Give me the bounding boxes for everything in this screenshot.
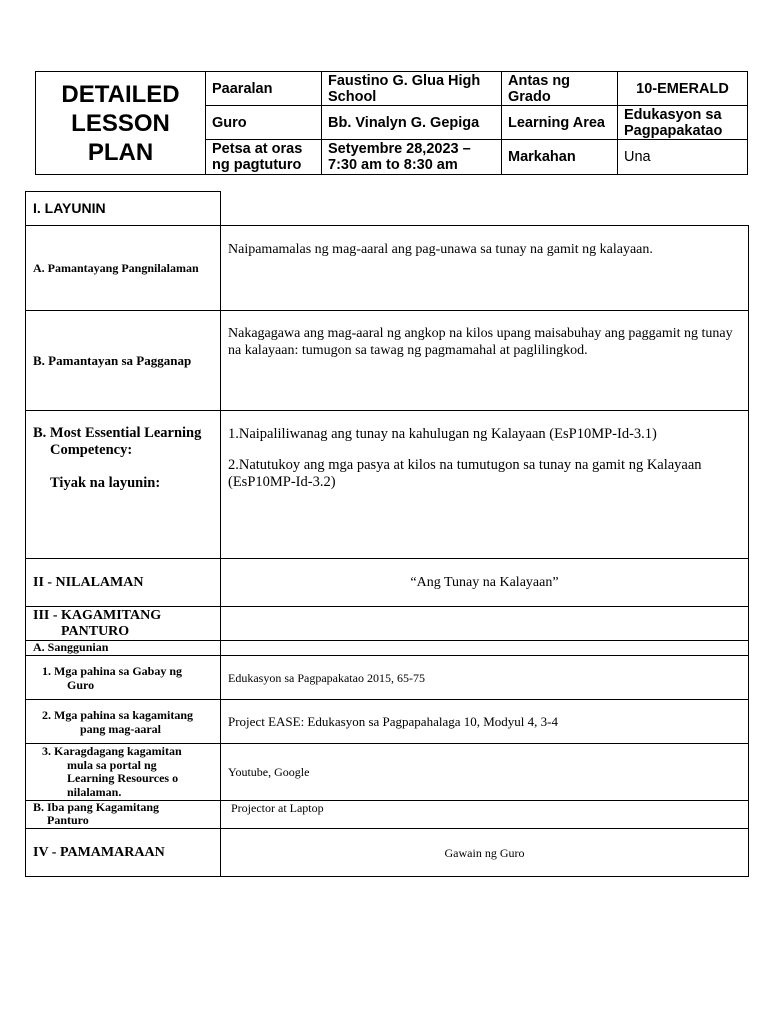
label-melc-line2: Competency:: [50, 442, 133, 458]
empty-cell: [221, 607, 749, 641]
header-value-learning-area: Edukasyon sa Pagpapakatao: [618, 106, 748, 140]
header-label-grade: Antas ng Grado: [502, 72, 618, 106]
karagdagang-label-line4: nilalaman.: [67, 784, 122, 799]
section-heading-pamamaraan: IV - PAMAMARAAN: [26, 829, 221, 877]
text-pamantayan-sa-pagganap: Nakagagawa ang mag-aaral ng angkop na kilos upang maisabuhay ang paggamit ng tunay na kalayaan: tumugon sa tawag ng pagmamahal at paglilingkod.: [221, 311, 749, 411]
objective-1: 1.Naipaliliwanag ang tunay na kahulugan ng Kalayaan (EsP10MP-Id-3.1): [228, 426, 657, 442]
karagdagang-label-line2: mula sa portal ng: [67, 757, 157, 772]
label-melc-line1: B. Most Essential Learning: [33, 425, 202, 441]
lesson-plan-header: [35, 71, 748, 175]
gabay-label-line2: Guro: [67, 677, 95, 692]
header-value-teacher: Bb. Vinalyn G. Gepiga: [322, 106, 502, 140]
kagamitang-label-line2: pang mag-aaral: [80, 721, 161, 736]
text-pamantayang-pangnilalaman: Naipamamalas ng mag-aaral ang pag-unawa sa tunay na gamit ng kalayaan.: [221, 226, 749, 311]
value-gabay-ng-guro: Edukasyon sa Pagpapakatao 2015, 65-75: [221, 656, 749, 700]
label-gabay-ng-guro: [26, 656, 221, 700]
section-heading-kagamitan: [26, 607, 221, 641]
iba-label-line1: B. Iba pang Kagamitang: [33, 800, 160, 814]
iba-label-line2: Panturo: [47, 813, 89, 827]
header-value-school: Faustino G. Glua High School: [322, 72, 502, 106]
label-tiyak-na-layunin: Tiyak na layunin:: [50, 475, 161, 491]
value-iba-pang-kagamitan: Projector at Laptop: [221, 801, 749, 829]
melc-objectives: [221, 411, 749, 559]
empty-cell: [221, 192, 749, 226]
empty-cell: [221, 641, 749, 656]
document-title: DETAILED LESSON PLAN: [36, 72, 206, 175]
header-label-quarter: Markahan: [502, 140, 618, 175]
header-value-date: Setyembre 28,2023 – 7:30 am to 8:30 am: [322, 140, 502, 175]
text-nilalaman: “Ang Tunay na Kalayaan”: [221, 559, 749, 607]
gabay-label-line1: 1. Mga pahina sa Gabay ng: [42, 663, 183, 678]
label-pamantayan-sa-pagganap: B. Pamantayan sa Pagganap: [26, 311, 221, 411]
lesson-plan-body: [25, 191, 749, 877]
header-value-quarter: Una: [618, 140, 748, 175]
karagdagang-label-line1: 3. Karagdagang kagamitan: [42, 744, 182, 758]
kagamitang-label-line1: 2. Mga pahina sa kagamitang: [42, 707, 194, 722]
header-label-school: Paaralan: [206, 72, 322, 106]
label-melc: [26, 411, 221, 559]
value-kagamitang-mag-aaral: Project EASE: Edukasyon sa Pagpapahalaga 10, Modyul 4, 3-4: [221, 700, 749, 744]
label-kagamitang-mag-aaral: [26, 700, 221, 744]
label-sanggunian: A. Sanggunian: [26, 641, 221, 656]
label-pamantayang-pangnilalaman: A. Pamantayang Pangnilalaman: [26, 226, 221, 311]
label-karagdagang-kagamitan: [26, 744, 221, 801]
text-gawain-ng-guro: Gawain ng Guro: [221, 829, 749, 877]
value-karagdagang-kagamitan: Youtube, Google: [221, 744, 749, 801]
karagdagang-label-line3: Learning Resources o: [67, 771, 179, 785]
section-heading-nilalaman: II - NILALAMAN: [26, 559, 221, 607]
header-value-grade: 10-EMERALD: [618, 72, 748, 106]
header-label-teacher: Guro: [206, 106, 322, 140]
kagamitan-heading-line1: III - KAGAMITANG: [33, 607, 162, 623]
header-label-date: Petsa at oras ng pagtuturo: [206, 140, 322, 175]
label-iba-pang-kagamitan: [26, 801, 221, 829]
objective-2: 2.Natutukoy ang mga pasya at kilos na tumutugon sa tunay na gamit ng Kalayaan (EsP10MP-Id-3.2): [228, 457, 702, 490]
header-label-learning-area: Learning Area: [502, 106, 618, 140]
section-heading-layunin: I. LAYUNIN: [26, 192, 221, 226]
kagamitan-heading-line2: PANTURO: [61, 623, 130, 639]
